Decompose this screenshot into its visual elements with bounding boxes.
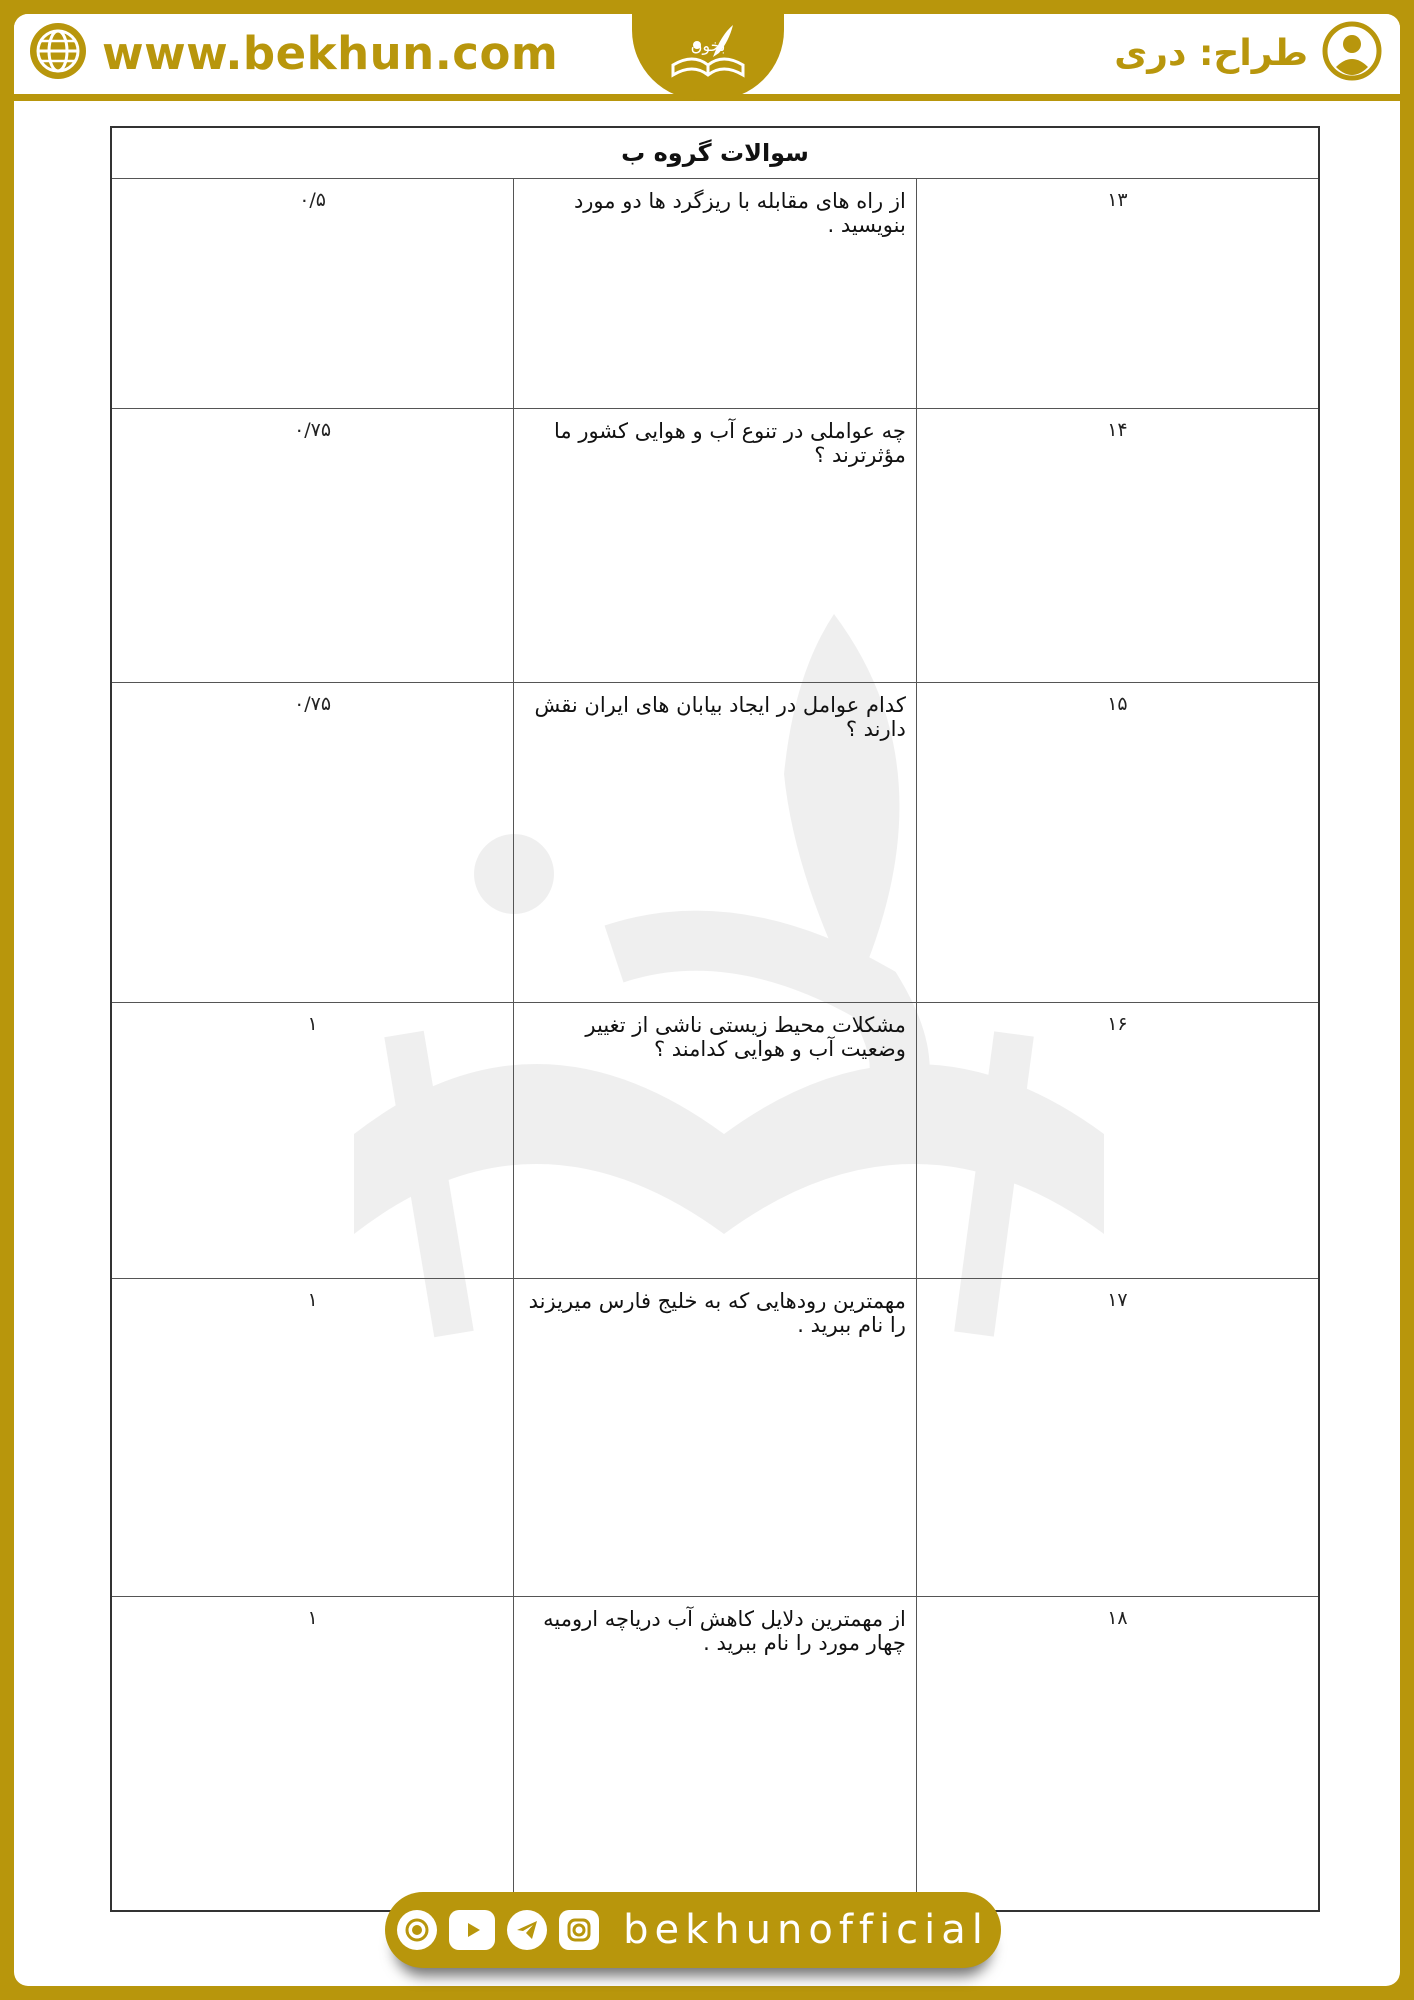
designer-label	[1114, 20, 1382, 86]
question-number: ۱۳	[916, 179, 1319, 409]
question-score: ۰/۵	[111, 179, 514, 409]
telegram-icon[interactable]	[507, 1910, 547, 1950]
question-row	[111, 1597, 1319, 1911]
globe-icon	[28, 21, 88, 85]
header-bar	[14, 14, 1400, 101]
question-number: ۱۷	[916, 1279, 1319, 1597]
question-text: مشکلات محیط زیستی ناشی از تغییر وضعیت آب و هوایی کدامند ؟	[514, 1003, 917, 1279]
question-score: ۰/۷۵	[111, 409, 514, 683]
questions-table	[110, 126, 1320, 1912]
svg-text:بخون: بخون	[690, 36, 726, 55]
website-text: www.bekhun.com	[102, 26, 559, 80]
social-footer	[385, 1892, 1001, 1968]
podcast-icon[interactable]	[397, 1910, 437, 1950]
question-number: ۱۵	[916, 683, 1319, 1003]
designer-text: طراح: دری	[1114, 32, 1308, 74]
social-handle: bekhunofficial	[623, 1907, 989, 1953]
question-row	[111, 683, 1319, 1003]
question-text: کدام عوامل در ایجاد بیابان های ایران نقش دارند ؟	[514, 683, 917, 1003]
question-row	[111, 179, 1319, 409]
question-text: از مهمترین دلایل کاهش آب دریاچه ارومیه چهار مورد را نام ببرید .	[514, 1597, 917, 1911]
question-number: ۱۶	[916, 1003, 1319, 1279]
user-icon	[1322, 21, 1382, 85]
website-link[interactable]	[28, 20, 558, 86]
brand-logo	[632, 14, 784, 100]
question-text: از راه های مقابله با ریزگرد ها دو مورد بنویسید .	[514, 179, 917, 409]
section-title: سوالات گروه ب	[111, 127, 1319, 179]
question-row	[111, 1279, 1319, 1597]
question-score: ۱	[111, 1597, 514, 1911]
question-score: ۱	[111, 1003, 514, 1279]
book-logo-icon	[663, 17, 753, 87]
question-score: ۰/۷۵	[111, 683, 514, 1003]
instagram-icon[interactable]	[559, 1910, 599, 1950]
question-score: ۱	[111, 1279, 514, 1597]
question-row	[111, 409, 1319, 683]
youtube-icon[interactable]	[449, 1910, 495, 1950]
question-number: ۱۸	[916, 1597, 1319, 1911]
page-frame	[14, 14, 1400, 1986]
question-text: مهمترین رودهایی که به خلیج فارس میریزند را نام ببرید .	[514, 1279, 917, 1597]
question-row	[111, 1003, 1319, 1279]
question-number: ۱۴	[916, 409, 1319, 683]
question-text: چه عواملی در تنوع آب و هوایی کشور ما مؤثرترند ؟	[514, 409, 917, 683]
section-title-row	[111, 127, 1319, 179]
